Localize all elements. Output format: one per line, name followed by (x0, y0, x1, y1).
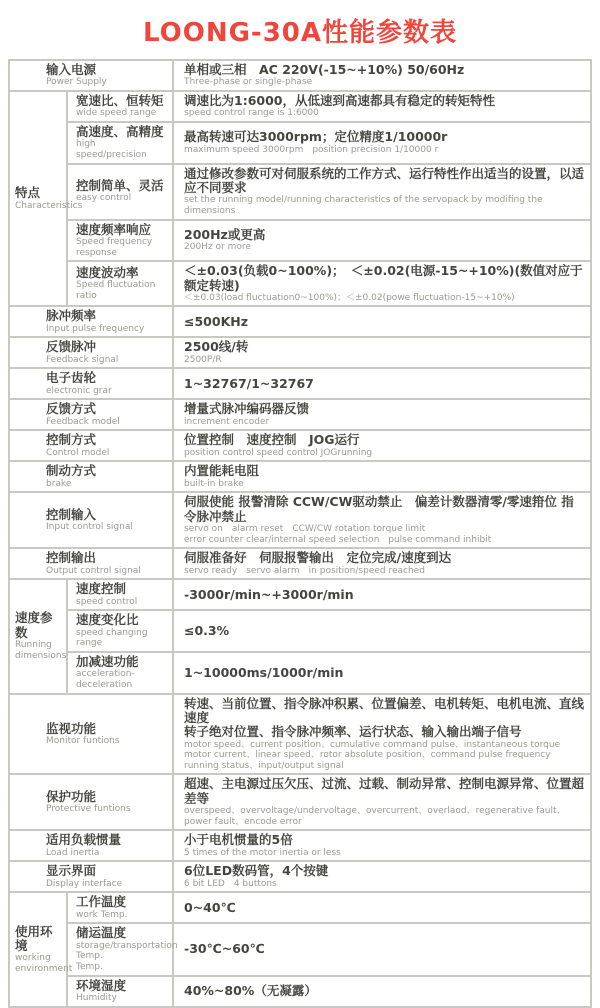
table-row-high-speed (9, 122, 591, 164)
value-en: Three-phase or single-phase (184, 77, 313, 88)
label-zh: 反馈方式 (46, 401, 97, 417)
value-en: 5 times of the motor inertia or less (184, 847, 341, 858)
label-en: Temp. (76, 961, 103, 972)
label-en: Load inertia (46, 847, 100, 858)
value-zh: -30℃~60℃ (184, 941, 265, 957)
row-label-speed-change (67, 610, 173, 652)
value-zh: ≤500KHz (184, 313, 248, 329)
row-label-output-signal (9, 548, 173, 579)
label-en: Feedback model (46, 416, 120, 427)
label-en: Display interface (46, 878, 123, 889)
label-en: brake (46, 478, 72, 489)
label-zh: 速度变化比 (76, 612, 139, 628)
value-zh: 1~10000ms/1000r/min (184, 664, 344, 680)
label-en: electronic grar (46, 385, 112, 396)
row-label-storage-temp (67, 923, 178, 975)
value-en: motor current、linear speed、rotor absolute position、command pulse frequency (184, 750, 551, 761)
table-row-input-signal (9, 492, 591, 548)
value-en: running status、input/output signal (184, 760, 344, 771)
row-label-gear (9, 368, 173, 399)
row-label-display (9, 861, 173, 892)
value-en: position control speed control JOGrunning (184, 447, 373, 458)
group-en: Characteristics (15, 200, 83, 211)
row-label-freq-response (67, 220, 173, 262)
row-label-pulse-freq (9, 306, 173, 337)
row-value-pulse-freq (173, 306, 591, 337)
value-en: servo ready servo alarm in position/speed reached (184, 565, 425, 576)
label-zh: 电子齿轮 (46, 370, 97, 386)
group-cell-running (9, 579, 67, 693)
label-en: wide speed range (76, 108, 157, 119)
table-row-accel (9, 652, 591, 694)
group-en: Running dimensions (15, 640, 67, 661)
label-zh: 速度频率响应 (76, 221, 152, 237)
label-en: Control model (46, 447, 110, 458)
group-cell-characteristics (9, 91, 83, 307)
value-zh: 转子绝对位置、指令脉冲频率、运行状态、输入输出端子信号 (184, 724, 522, 740)
value-en: 200Hz or more (184, 242, 251, 253)
table-row-storage-temp (9, 923, 591, 975)
row-value-gear (173, 368, 591, 399)
value-en: overspeed、overvoltage/undervoltage、overcurrent、overlaod、regenerative fault、power fault、encode error (184, 806, 566, 827)
row-label-power-supply (9, 60, 173, 91)
label-zh: 控制简单、灵活 (76, 178, 164, 194)
value-zh: 200Hz或更高 (184, 226, 266, 242)
label-zh: 储运温度 (76, 925, 127, 941)
label-en: speed changing range (76, 627, 148, 649)
value-en: increment encoder (184, 416, 270, 427)
label-en: work Temp. (76, 909, 128, 920)
label-zh: 适用负载惯量 (46, 832, 122, 848)
table-row-display (9, 861, 591, 892)
page-title: LOONG-30A性能参数表 (142, 18, 458, 48)
row-value-work-temp (173, 892, 591, 923)
value-zh: 1~32767/1~32767 (184, 375, 314, 391)
table-row-protection (9, 774, 591, 830)
group-en: working environment (15, 953, 73, 974)
table-row-control-model (9, 430, 591, 461)
label-en: Protective funtions (46, 804, 131, 815)
label-en: high speed/precision (76, 139, 147, 160)
row-value-feedback-signal (173, 337, 591, 368)
value-zh: 0~40℃ (184, 899, 236, 915)
table-row-easy-control (9, 164, 591, 220)
table-row-gear (9, 368, 591, 399)
label-en: Monitor funtions (46, 735, 120, 746)
value-zh: 内置能耗电阻 (184, 463, 260, 479)
row-value-monitor (173, 694, 591, 775)
row-value-storage-temp (173, 923, 591, 975)
row-label-feedback-signal (9, 337, 173, 368)
row-value-speed-change (173, 610, 591, 652)
row-label-high-speed (67, 122, 173, 164)
table-row-monitor (9, 694, 591, 775)
row-value-control-model (173, 430, 591, 461)
label-en: Input control signal (46, 522, 133, 533)
row-value-easy-control (173, 164, 591, 220)
label-zh: 监视功能 (46, 720, 97, 736)
value-zh: 2500线/转 (184, 339, 249, 355)
label-zh: 工作温度 (76, 894, 127, 910)
table-row-feedback-signal (9, 337, 591, 368)
group-zh: 特点 (15, 185, 41, 201)
label-zh: 速度控制 (76, 581, 127, 597)
value-zh: ＜±0.03(负载0~100%)； ＜±0.02(电源-15~+10%)(数值对应于额定转速) (184, 263, 583, 293)
label-en: easy control (76, 193, 132, 204)
label-zh: 控制输出 (46, 550, 97, 566)
label-zh: 加减速功能 (76, 653, 139, 669)
label-zh: 输入电源 (46, 62, 97, 77)
row-value-feedback-model (173, 399, 591, 430)
value-en: servo on alarm reset CCW/CW rotation torque limit (184, 524, 426, 535)
row-label-work-temp (67, 892, 173, 923)
row-label-brake (9, 461, 173, 492)
value-zh: 40%~80%（无凝露） (184, 982, 317, 998)
value-zh: 通过修改参数可对伺服系统的工作方式、运行特性作出适当的设置，以适应不同要求 (184, 165, 585, 195)
row-value-brake (173, 461, 591, 492)
table-row-humidity (9, 976, 591, 1007)
value-en: ＜±0.03(load fluctuation0~100%)；＜±0.02(powe fluctuation-15~+10%) (184, 292, 515, 303)
row-value-high-speed (173, 122, 591, 164)
row-label-fluctuation (67, 261, 173, 306)
value-en: built-in brake (184, 478, 244, 489)
label-en: speed control (76, 596, 138, 607)
value-zh: 小于电机惯量的5倍 (184, 832, 293, 848)
table-row-brake (9, 461, 591, 492)
row-label-inertia (9, 830, 173, 861)
value-en: 2500P/R (184, 354, 222, 365)
row-value-display (173, 861, 591, 892)
spec-table (8, 59, 592, 1008)
value-zh: ≤0.3% (184, 622, 230, 638)
row-label-easy-control (67, 164, 173, 220)
table-row-feedback-model (9, 399, 591, 430)
row-label-humidity (67, 976, 173, 1007)
row-label-speed-control (67, 579, 173, 610)
row-label-protection (9, 774, 173, 830)
group-cell-environment (9, 892, 73, 1006)
value-en: maximum speed 3000rpm position precision 1/10000 r (184, 144, 439, 155)
row-label-control-model (9, 430, 173, 461)
row-label-monitor (9, 694, 173, 775)
row-label-feedback-model (9, 399, 173, 430)
table-row-pulse-freq (9, 306, 591, 337)
value-en: speed control range is 1:6000 (184, 108, 319, 119)
row-value-wide-speed (173, 91, 591, 122)
label-zh: 环境湿度 (76, 977, 127, 993)
table-row-inertia (9, 830, 591, 861)
label-zh: 保护功能 (46, 788, 97, 804)
group-zh: 速度参数 (15, 610, 53, 640)
table-row-power-supply (9, 60, 591, 91)
value-zh: 最高转速可达3000rpm；定位精度1/10000r (184, 129, 448, 145)
value-zh: 增量式脉冲编码器反馈 (184, 401, 310, 417)
table-row-wide-speed (9, 91, 591, 122)
value-en: motor speed、current position、cumulative command pulse、instantaneous torque (184, 739, 561, 750)
row-value-input-signal (173, 492, 591, 548)
label-en: Input pulse frequency (46, 323, 145, 334)
label-en: Humidity (76, 992, 117, 1003)
row-value-accel (173, 652, 591, 694)
value-en: error counter clear/internal speed selection pulse command inhibit (184, 534, 492, 545)
label-en: Speed fluctuation ratio (76, 280, 156, 301)
value-zh: -3000r/min~+3000r/min (184, 586, 354, 602)
value-zh: 单相或三相 AC 220V(-15~+10%) 50/60Hz (184, 62, 465, 77)
label-zh: 控制方式 (46, 432, 97, 448)
row-label-wide-speed (67, 91, 173, 122)
label-zh: 高速度、高精度 (76, 123, 164, 139)
value-en: set the running model/running characteristics of the servopack by modifing the dimensions (184, 195, 543, 216)
table-row-freq-response (9, 220, 591, 262)
table-row-speed-control (9, 579, 591, 610)
value-zh: 6位LED数码管，4个按键 (184, 863, 329, 879)
value-zh: 超速、主电源过压欠压、过流、过载、制动异常、控制电源异常、位置超差等 (184, 776, 585, 806)
row-value-power-supply (173, 60, 591, 91)
table-row-output-signal (9, 548, 591, 579)
label-en: acceleration-deceleration (76, 669, 135, 690)
table-row-speed-change (9, 610, 591, 652)
label-zh: 反馈脉冲 (46, 339, 97, 355)
value-zh: 位置控制 速度控制 JOG运行 (184, 432, 360, 448)
row-value-freq-response (173, 220, 591, 262)
row-label-accel (67, 652, 173, 694)
table-row-work-temp (9, 892, 591, 923)
label-zh: 制动方式 (46, 463, 97, 479)
spec-sheet-page (0, 12, 600, 1008)
label-en: Speed frequency response (76, 236, 153, 258)
value-zh: 伺服使能 报警清除 CCW/CW驱动禁止 偏差计数器清零/零速箝位 指令脉冲禁止 (184, 494, 574, 524)
label-zh: 显示界面 (46, 863, 97, 879)
row-value-fluctuation (173, 261, 591, 306)
row-value-protection (173, 774, 591, 830)
row-value-humidity (173, 976, 591, 1007)
label-en: Power Supply (46, 77, 107, 88)
table-row-fluctuation (9, 261, 591, 306)
label-zh: 宽速比、恒转矩 (76, 92, 164, 108)
row-value-inertia (173, 830, 591, 861)
row-value-speed-control (173, 579, 591, 610)
label-zh: 控制输入 (46, 506, 97, 522)
group-zh: 使用环境 (15, 923, 53, 953)
label-zh: 速度波动率 (76, 265, 139, 280)
row-label-input-signal (9, 492, 173, 548)
label-en: Feedback signal (46, 354, 119, 365)
label-en: storage/transportation Temp. (76, 940, 178, 962)
value-zh: 转速、当前位置、指令脉冲积累、位置偏差、电机转矩、电机电流、直线速度 (184, 695, 585, 725)
label-en: Output control signal (46, 565, 141, 576)
value-en: 6 bit LED 4 buttons (184, 878, 277, 889)
value-zh: 伺服准备好 伺服报警输出 定位完成/速度到达 (184, 550, 452, 566)
row-value-output-signal (173, 548, 591, 579)
label-zh: 脉冲频率 (46, 308, 97, 324)
value-zh: 调速比为1:6000，从低速到高速都具有稳定的转矩特性 (184, 92, 495, 108)
